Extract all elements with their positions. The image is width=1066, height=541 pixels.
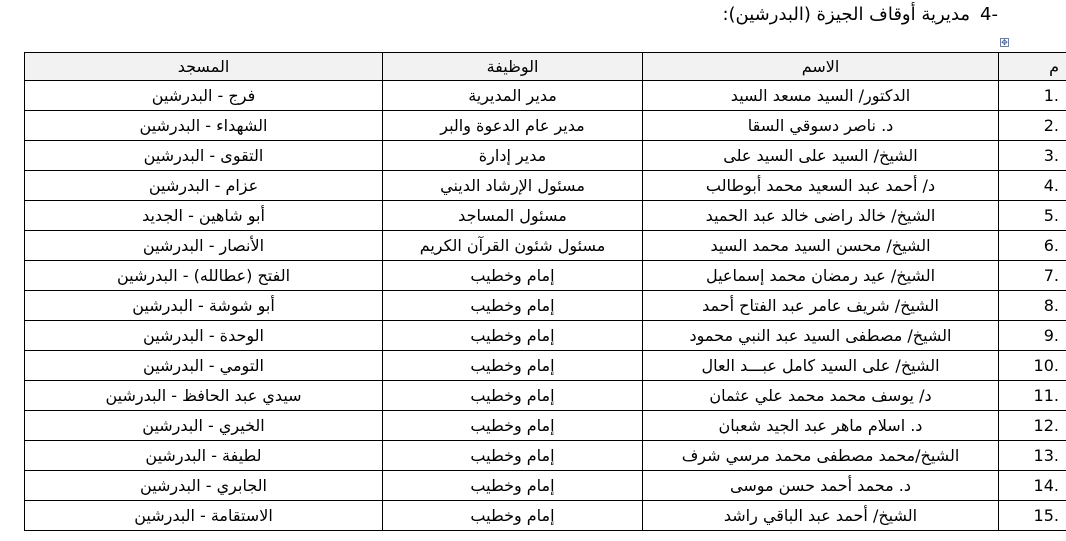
header-job: الوظيفة [383,53,643,81]
cell-name: الشيخ/ شريف عامر عبد الفتاح أحمد [643,291,999,321]
table-row [25,471,1066,501]
cell-name: الشيخ/ محسن السيد محمد السيد [643,231,999,261]
cell-job: مسئول المساجد [383,201,643,231]
cell-job: إمام وخطيب [383,471,643,501]
cell-m: .12 [999,411,1066,441]
header-mosque: المسجد [25,53,383,81]
cell-m: .9 [999,321,1066,351]
table-header-row [25,53,1066,81]
header-m: م [999,53,1066,81]
header-name: الاسم [643,53,999,81]
cell-name: د. ناصر دسوقي السقا [643,111,999,141]
cell-mosque: لطيفة - البدرشين [25,441,383,471]
table-row [25,411,1066,441]
cell-job: مدير إدارة [383,141,643,171]
cell-m: .2 [999,111,1066,141]
cell-job: إمام وخطيب [383,501,643,531]
table-row [25,81,1066,111]
cell-name: الشيخ/ مصطفى السيد عبد النبي محمود [643,321,999,351]
cell-m: .3 [999,141,1066,171]
table-row [25,381,1066,411]
cell-job: مسئول الإرشاد الديني [383,171,643,201]
cell-mosque: الوحدة - البدرشين [25,321,383,351]
cell-job: إمام وخطيب [383,381,643,411]
cell-name: الدكتور/ السيد مسعد السيد [643,81,999,111]
cell-mosque: الاستقامة - البدرشين [25,501,383,531]
cell-name: الشيخ/ أحمد عبد الباقي راشد [643,501,999,531]
cell-mosque: الجابري - البدرشين [25,471,383,501]
cell-job: إمام وخطيب [383,261,643,291]
cell-job: إمام وخطيب [383,291,643,321]
table-row [25,231,1066,261]
table-row [25,321,1066,351]
cell-m: .5 [999,201,1066,231]
cell-m: .1 [999,81,1066,111]
cell-mosque: أبو شاهين - الجديد [25,201,383,231]
cell-name: د/ يوسف محمد محمد علي عثمان [643,381,999,411]
cell-name: الشيخ/ خالد راضى خالد عبد الحميد [643,201,999,231]
cell-mosque: الخيري - البدرشين [25,411,383,441]
cell-job: مدير عام الدعوة والبر [383,111,643,141]
cell-mosque: فرج - البدرشين [25,81,383,111]
table-row [25,441,1066,471]
cell-name: الشيخ/ السيد على السيد على [643,141,999,171]
cell-m: .4 [999,171,1066,201]
cell-job: مدير المديرية [383,81,643,111]
cell-m: .8 [999,291,1066,321]
cell-job: مسئول شئون القرآن الكريم [383,231,643,261]
cell-mosque: أبو شوشة - البدرشين [25,291,383,321]
section-number: -4 [980,4,998,25]
cell-m: .14 [999,471,1066,501]
table-row [25,351,1066,381]
cell-mosque: التومي - البدرشين [25,351,383,381]
table-row [25,201,1066,231]
cell-name: د/ أحمد عبد السعيد محمد أبوطالب [643,171,999,201]
cell-m: .15 [999,501,1066,531]
cell-job: إمام وخطيب [383,321,643,351]
cell-name: الشيخ/محمد مصطفى محمد مرسي شرف [643,441,999,471]
cell-job: إمام وخطيب [383,351,643,381]
cell-m: .7 [999,261,1066,291]
section-heading [722,4,998,25]
cell-m: .13 [999,441,1066,471]
cell-mosque: سيدي عبد الحافظ - البدرشين [25,381,383,411]
cell-job: إمام وخطيب [383,411,643,441]
table-row [25,291,1066,321]
table-row [25,501,1066,531]
cell-mosque: الأنصار - البدرشين [25,231,383,261]
directory-table [24,52,1066,531]
cell-name: الشيخ/ على السيد كامل عبـــد العال [643,351,999,381]
table-row [25,141,1066,171]
table-row [25,171,1066,201]
table-row [25,261,1066,291]
cell-name: د. اسلام ماهر عبد الجيد شعبان [643,411,999,441]
cell-name: د. محمد أحمد حسن موسى [643,471,999,501]
cell-name: الشيخ/ عيد رمضان محمد إسماعيل [643,261,999,291]
cell-mosque: الفتح (عطالله) - البدرشين [25,261,383,291]
cell-m: .10 [999,351,1066,381]
cell-m: .11 [999,381,1066,411]
cell-job: إمام وخطيب [383,441,643,471]
cell-mosque: عزام - البدرشين [25,171,383,201]
table-row [25,111,1066,141]
cell-m: .6 [999,231,1066,261]
section-title: مديرية أوقاف الجيزة (البدرشين): [722,4,971,25]
cell-mosque: الشهداء - البدرشين [25,111,383,141]
cell-mosque: التقوى - البدرشين [25,141,383,171]
table-move-handle-icon[interactable]: ✥ [1001,38,1008,47]
